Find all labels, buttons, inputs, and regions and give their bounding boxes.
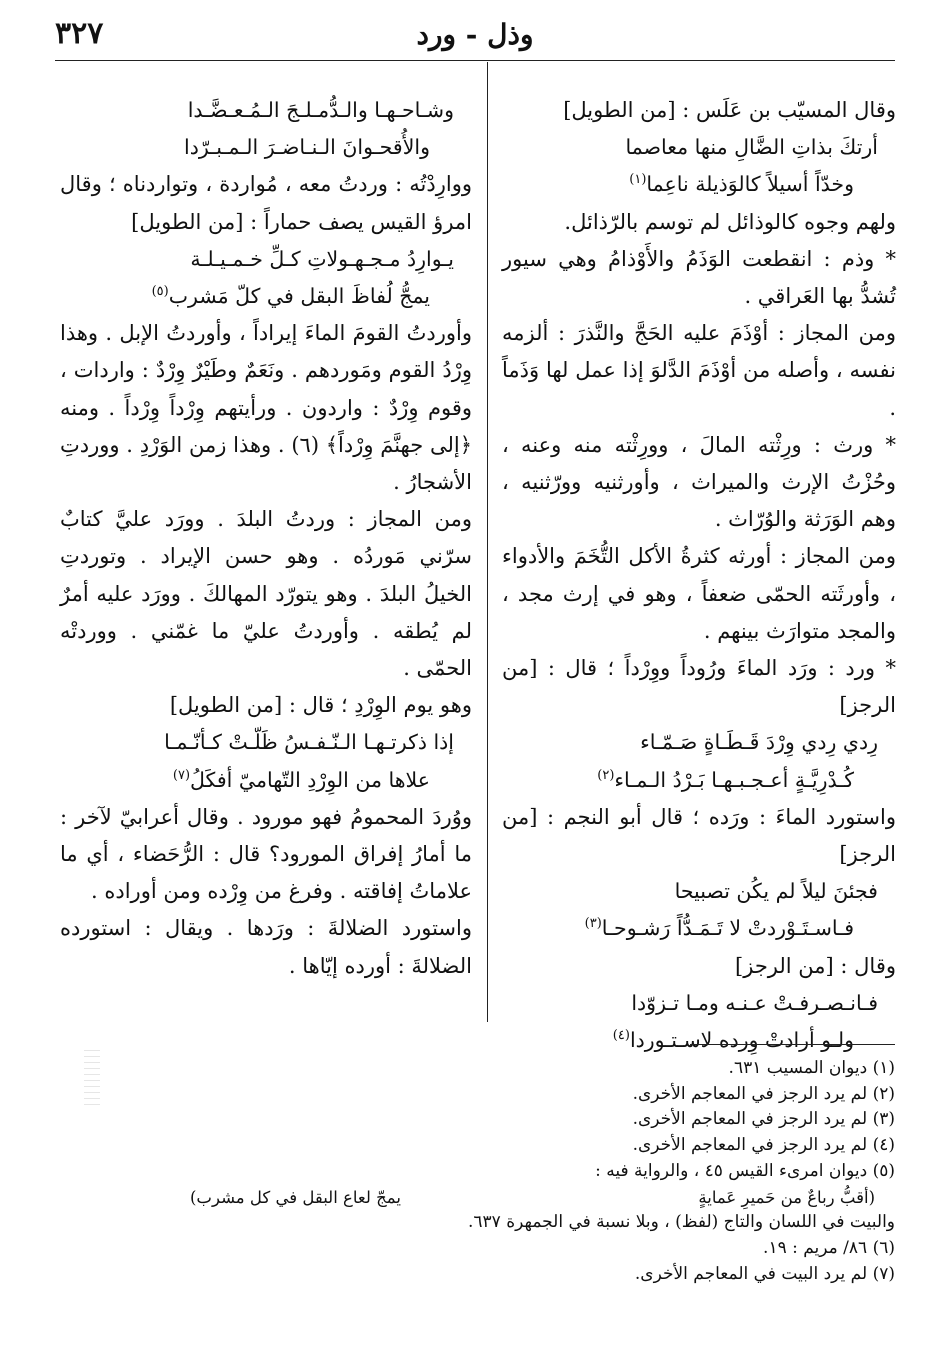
line-text: وشـاحـهـا والـدُّمـلـجَ الـمُـعـضَّـدا [187,98,454,122]
footnote: (١) ديوان المسيب ٦٣١. [728,1058,895,1078]
footnote: (٣) لم يرد الرجز في المعاجم الأخرى. [632,1109,895,1130]
verse-line [502,762,896,799]
footnote: (٥) ديوان امرىء القيس ٤٥ ، والرواية فيه : [595,1160,895,1181]
line-text: ومن المجاز : أورثه كثرةُ الأكل التُّخَمَ والأدواء ، وأورثَته الحمّى ضعفاً ، وهو في إرث مجد ، والمجد متوارَث بينهم . [502,544,896,643]
text-paragraph [60,166,472,240]
verse-line [502,724,896,761]
line-text: كُـدْرِيَّـةٍ أعـجـبـهـا بَـرْدُ الـمـاء [614,767,854,792]
line-text: واستورد الضلالةَ : ورَدها . ويقال : استورده الضلالةَ : أورده إيّاها . [60,916,472,978]
line-text: يمجُّ لُفاظَ البقل في كلّ مَشرب [168,284,430,309]
line-text: فـانـصـرفـتْ عـنـه ومـا تـزوّدا [631,990,878,1015]
running-head: وذل - ورد [416,18,534,51]
footnote-marker[interactable]: (٧) [172,767,191,783]
text-paragraph [502,427,896,539]
footnote: (٢) لم يرد الرجز في المعاجم الأخرى. [632,1083,895,1104]
footnote: (٧) لم يرد البيت في المعاجم الأخرى. [634,1263,895,1284]
footnote-marker[interactable]: (٣) [584,916,602,932]
verse-line [502,985,896,1022]
verse-line [502,910,896,947]
left-column [60,92,472,985]
verse-line [502,129,896,166]
text-paragraph [502,650,896,724]
text-paragraph [60,910,472,984]
line-text: وهو يوم الوِرْدِ ؛ قال : [من الطويل] [169,693,472,718]
page-header [55,12,895,58]
header-rule [55,60,895,61]
verse-line [60,724,472,761]
footnote: والبيت في اللسان والتاج (لفظ) ، وبلا نسبة في الجمهرة ٦٣٧. [468,1212,895,1233]
footnote-hemistich: (أقبُّ رباعٌ من حَميرِ عَمايةٍ [698,1187,875,1207]
column-divider [487,62,488,1022]
text-paragraph [502,315,896,427]
text-paragraph [502,948,896,985]
text-paragraph [60,799,472,911]
verse-line [60,241,472,278]
footnotes [180,1056,895,1287]
verse-line [502,166,896,203]
line-text: ومن المجاز : وردتُ البلدَ . وورَد عليَّ كتابٌ سرّني مَوردُه . وهو حسن الإيراد . وتوردتِ الخيلُ البلدَ . وهو يتورّد المهالكَ . وورَد عليه أمرٌ لم يُطقه . وأوردتُ عليّ ما غمّني . ووردتْه الحمّى . [60,507,472,681]
line-text: رِدي رِدي وِرْدَ قَـطَـاةٍ صَـمّـاء [640,730,878,755]
text-paragraph [502,799,896,873]
text-paragraph [502,204,896,241]
line-text: ووُردَ المحمومُ فهو مورود . وقال أعرابيّ لآخر : ما أمارُ إفراق المورود؟ قال : الرُّحَضاء ، أي ما علاماتُ إفاقته . وفرغ من وِرْده ومن أوراده . [60,804,472,904]
text-paragraph [502,241,896,315]
verse-line [502,1022,896,1059]
line-text: * ورد : ورَد الماءَ ورُوداً ووِرْداً ؛ قال : [من الرجز] [502,656,896,718]
line-text: فجئنَ ليلاً لم يكُن تصبيحا [674,879,878,904]
footnote: (٤) لم يرد الرجز في المعاجم الأخرى. [632,1135,895,1156]
line-text: ووارِدْتُه : وردتُ معه ، مُواردة ، وتواردناه ؛ وقال امرؤ القيس يصف حماراً : [من الطويل] [60,172,472,234]
text-paragraph [502,538,896,650]
line-text: وقال : [من الرجز] [735,953,896,978]
line-text: * وذم : انقطعت الوَذَمُ والأَوْذامُ وهي سيور تُشدُّ بها العَراقي . [502,246,896,309]
line-text: فـاسـتَـوْردتْ لا تَـمَـدُّاً رَشـوحـا [601,916,854,941]
footnote-marker[interactable]: (١) [629,172,647,188]
line-text: ومن المجاز : أوْذَمَ عليه الحَجَّ والنَّذرَ : ألزمه نفسه ، وأصله من أوْذَمَ الدَّلوَ إذا عمل لها وَذَماً . [502,321,896,420]
text-paragraph [502,92,896,129]
footnote-marker[interactable]: (٢) [597,767,615,783]
text-paragraph [60,315,472,501]
line-text: ولـو أرادتْ وِرده لاسـتـوردا [629,1028,854,1053]
line-text: يـوارِدُ مـجـهـولاتِ كـلِّ خـمـيـلـة [190,246,454,271]
text-paragraph [60,687,472,724]
scan-speckle [84,1050,100,1110]
verse-line [60,762,472,799]
text-paragraph [60,501,472,687]
verse-line [60,92,472,129]
line-text: علاها من الوِرْدِ التّهاميّ أفكَلُ [190,767,430,792]
footnote-hemistich: يمجّ لعاع البقل في كل مشرب) [190,1187,401,1207]
footnote-rule [690,1044,895,1045]
line-text: واستورد الماءَ : ورَده ؛ قال أبو النجم : [من الرجز] [502,804,896,867]
page-number: ٣٢٧ [55,16,104,51]
line-text: وخدّاً أسيلاً كالوَذيلة ناعِما [646,172,854,197]
footnote: (٦) ٨٦/ مريم : ١٩. [763,1237,895,1258]
line-text: أرتكَ بذاتِ الضَّالِ منها معاصما [625,135,878,160]
line-text: وقال المسيّب بن عَلَس : [من الطويل] [563,98,896,122]
verse-line [502,873,896,910]
line-text: ولهم وجوه كالوذائل لم توسم بالرّذائل. [564,209,896,234]
footnote-marker[interactable]: (٥) [151,284,169,300]
line-text: * ورث : ورِثْته المالَ ، وورِثْته منه وعنه ، وحُزْتُ الإرث والميراث ، وأورثنيه وورّثنيه ، وهم الوَرَثة والوُرّاث . [502,432,896,532]
footnote-marker[interactable]: (٤) [612,1028,630,1044]
right-column [502,92,896,1059]
verse-line [60,129,472,166]
line-text: وأوردتُ القومَ الماءَ إيراداً ، وأوردتُ الإبل . وهذا وِرْدُ القوم ومَوردهم . ونَعَمٌ وطَيْرٌ وِرْدٌ : واردات ، وقوم وِرْدٌ : واردون . ورأيتهم وِرْداً وِرْداً . ومنه ﴿إلى جهنَّمَ وِرْداً﴾ (٦) . وهذا زمن الوَرْدِ . ووردتِ الأشجارُ . [60,321,472,495]
line-text: والأُقحـوانَ الـنـاضـرَ الـمـبـرّدا [184,135,430,160]
verse-line [60,278,472,315]
footnote-verse [180,1185,895,1211]
line-text: إذا ذكرتـهـا الـنّـفـسُ ظَلّـتْ كـأنّـمـا [164,730,454,755]
